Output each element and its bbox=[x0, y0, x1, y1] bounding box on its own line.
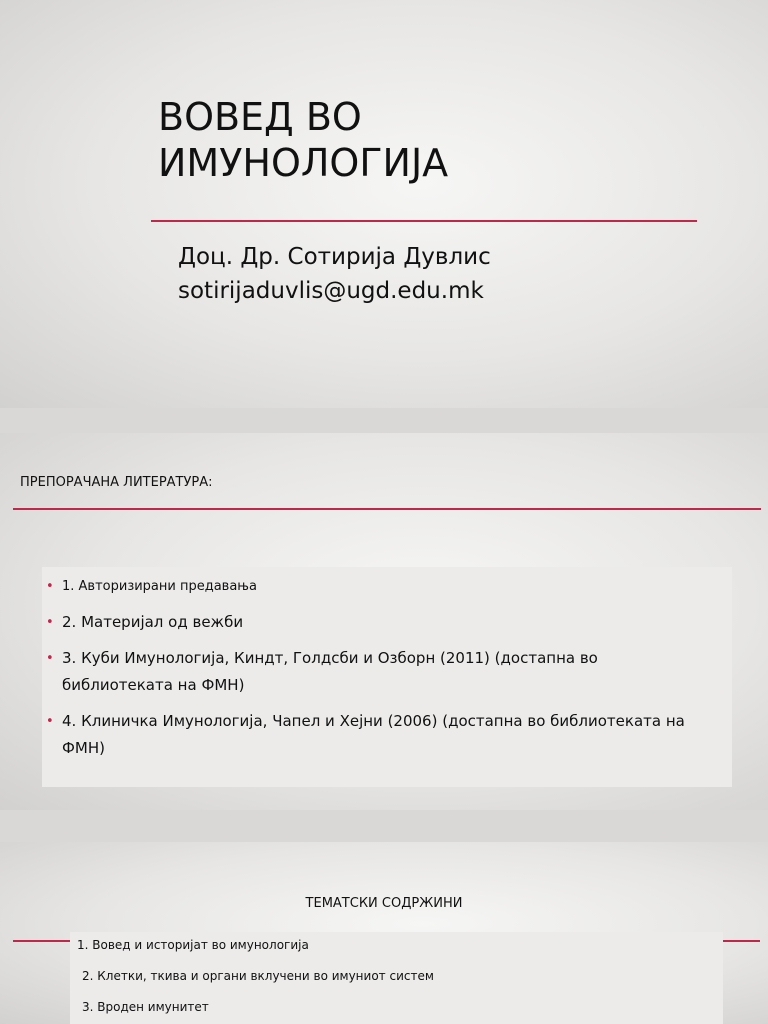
list-item-text: 4. Клиничка Имунологија, Чапел и Хејни (2006) (достапна во библиотеката на ФМН) bbox=[62, 712, 685, 757]
list-item bbox=[46, 645, 712, 699]
author-name: Доц. Др. Сотирија Дувлис bbox=[178, 244, 491, 270]
literature-slide bbox=[0, 433, 768, 810]
slide-title bbox=[158, 94, 448, 186]
list-item bbox=[46, 708, 712, 762]
contents-slide bbox=[0, 842, 768, 1024]
bullet-icon: • bbox=[46, 714, 54, 729]
list-item-text: 1. Авторизирани предавања bbox=[62, 579, 257, 594]
title-slide bbox=[0, 0, 768, 408]
title-line-1: ВОВЕД ВО bbox=[158, 95, 362, 139]
literature-divider bbox=[13, 508, 761, 510]
list-item-text: 2. Материјал од вежби bbox=[62, 613, 244, 631]
bullet-icon: • bbox=[46, 579, 54, 594]
title-line-2: ИМУНОЛОГИЈА bbox=[158, 141, 449, 185]
literature-list-box bbox=[42, 567, 732, 787]
list-item: 3. Вроден имунитет bbox=[82, 1000, 209, 1014]
contents-list-box bbox=[70, 932, 723, 1024]
contents-divider-right bbox=[722, 940, 760, 942]
list-item: 2. Клетки, ткива и органи вклучени во имуниот систем bbox=[82, 969, 434, 983]
literature-list bbox=[46, 573, 712, 762]
contents-heading: ТЕМАТСКИ СОДРЖИНИ bbox=[305, 896, 463, 911]
list-item bbox=[46, 609, 712, 636]
bullet-icon: • bbox=[46, 615, 54, 630]
slide-subtitle bbox=[178, 240, 491, 308]
contents-divider-left bbox=[13, 940, 75, 942]
title-divider bbox=[151, 220, 697, 222]
list-item-text: 3. Куби Имунологија, Киндт, Голдсби и Озборн (2011) (достапна во библиотеката на ФМН) bbox=[62, 649, 598, 694]
list-item: 1. Вовед и историјат во имунологија bbox=[77, 938, 309, 952]
list-item bbox=[46, 573, 712, 600]
author-email: sotirijaduvlis@ugd.edu.mk bbox=[178, 278, 484, 304]
literature-heading: ПРЕПОРАЧАНА ЛИТЕРАТУРА: bbox=[20, 475, 213, 490]
bullet-icon: • bbox=[46, 651, 54, 666]
